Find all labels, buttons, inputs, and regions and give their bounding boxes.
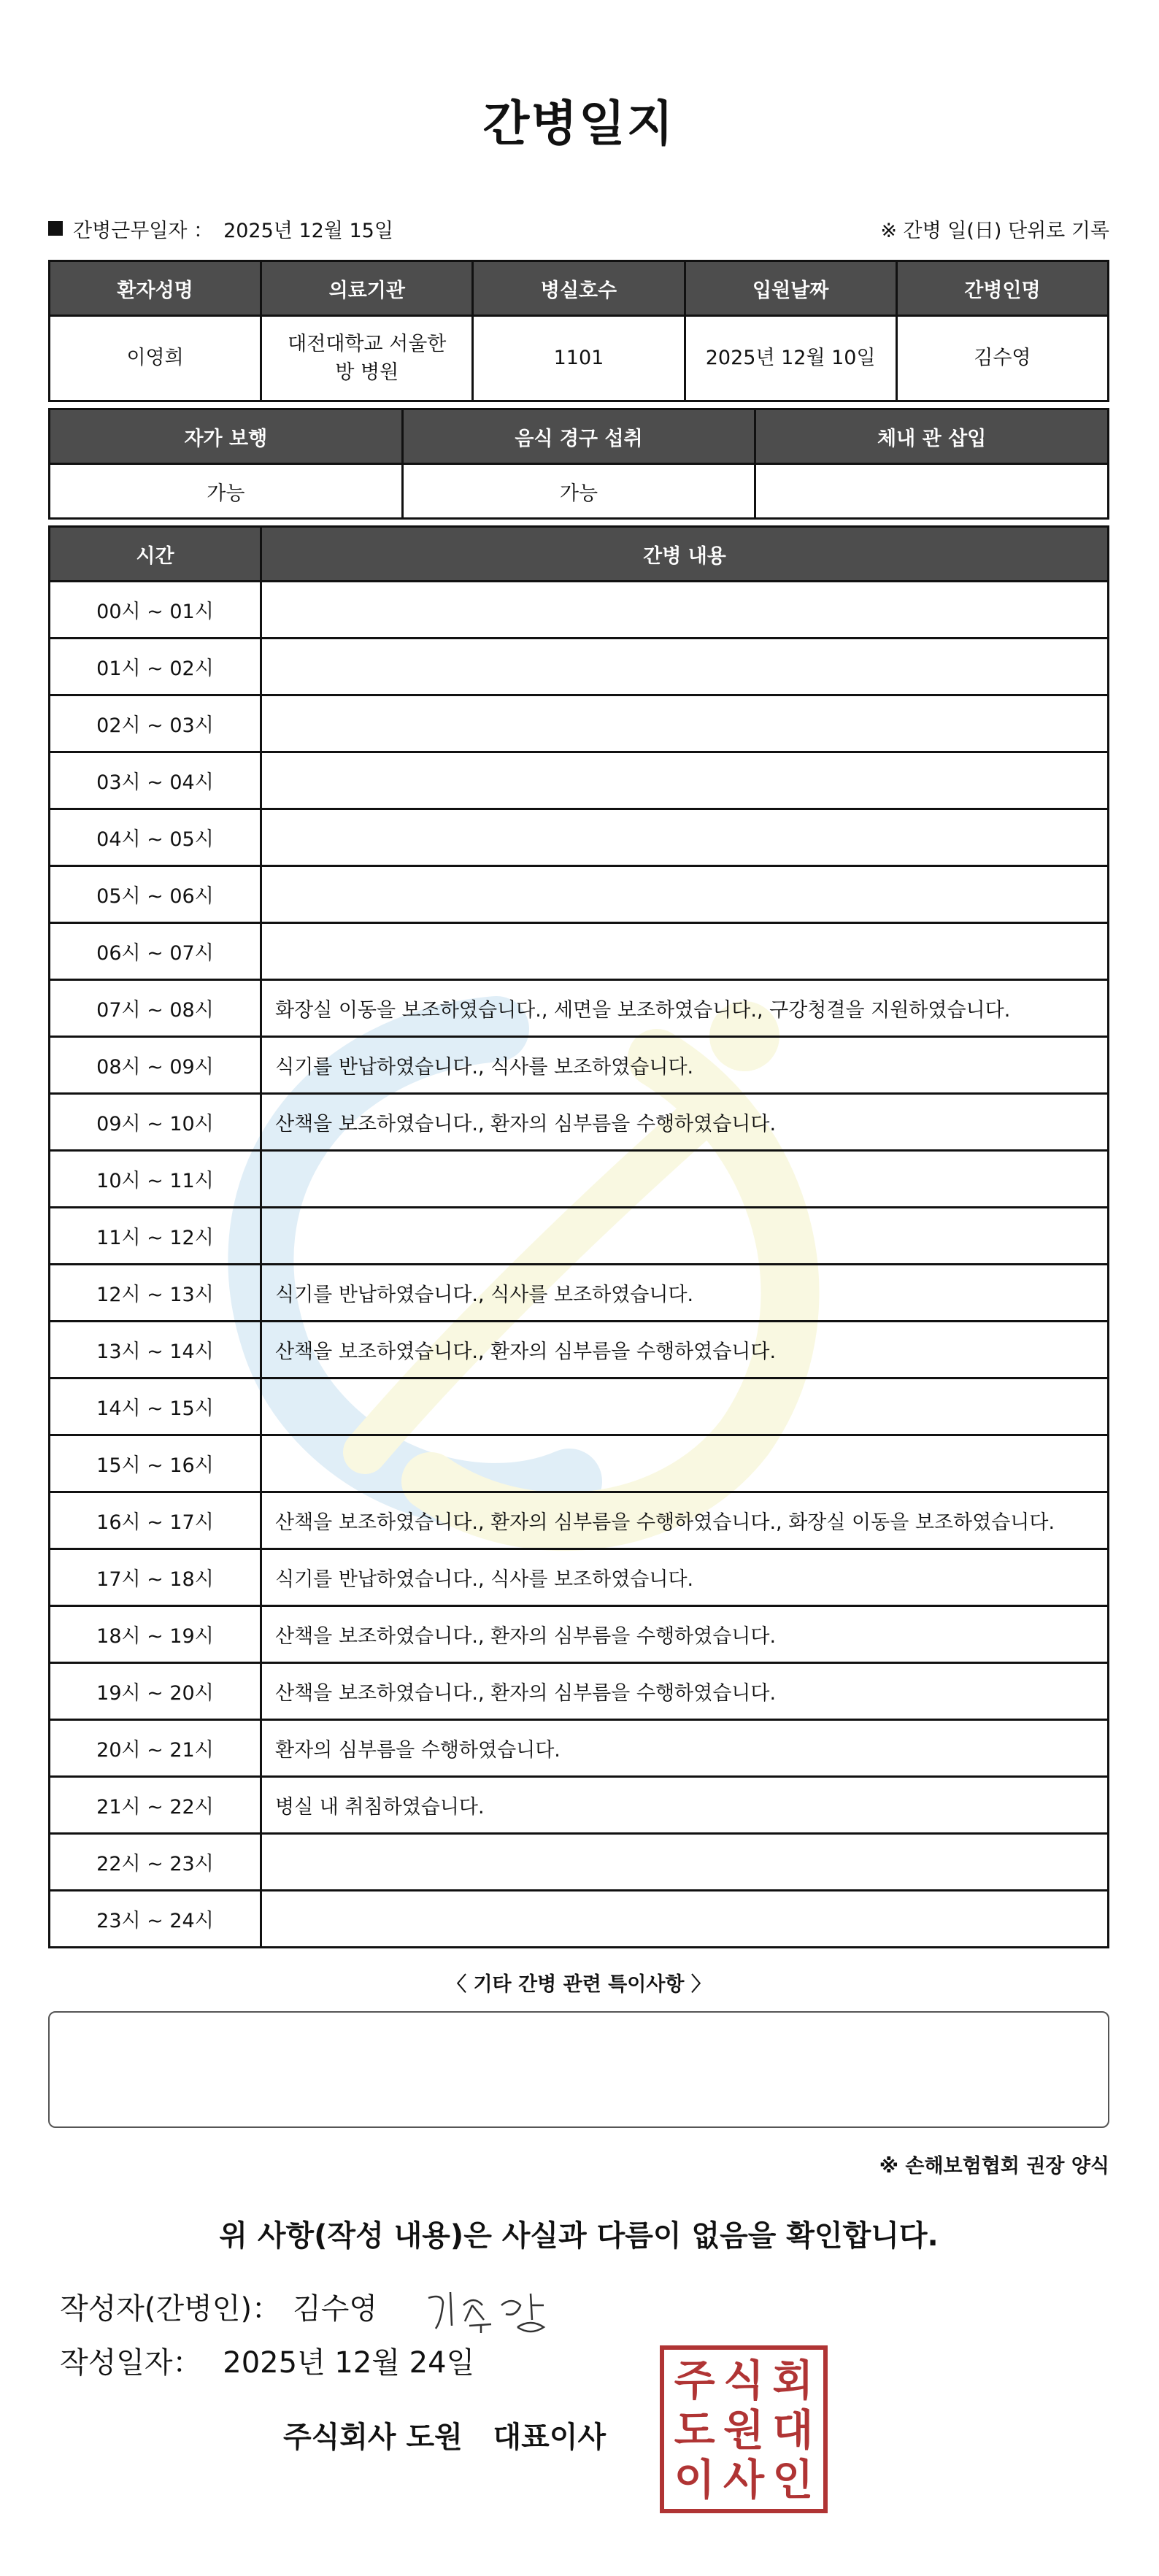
log-content — [261, 1378, 1109, 1435]
header-patient-name: 환자성명 — [50, 261, 261, 316]
table-row — [50, 1037, 1109, 1094]
log-content: 산책을 보조하였습니다., 환자의 심부름을 수행하였습니다. — [261, 1094, 1109, 1151]
log-content — [261, 1891, 1109, 1948]
log-time: 07시 ~ 08시 — [50, 980, 261, 1037]
header-walking: 자가 보행 — [50, 409, 403, 464]
walking-value: 가능 — [50, 464, 403, 519]
writer-label: 작성자(간병인)： — [60, 2292, 282, 2326]
table-row — [50, 1606, 1109, 1663]
log-time: 21시 ~ 22시 — [50, 1777, 261, 1834]
status-value-row — [50, 464, 1109, 519]
log-time: 12시 ~ 13시 — [50, 1265, 261, 1322]
care-log-page — [48, 0, 1109, 2386]
table-row — [50, 582, 1109, 639]
table-row — [50, 1549, 1109, 1606]
status-header-row — [50, 409, 1109, 464]
table-row — [50, 1322, 1109, 1378]
table-row — [50, 1208, 1109, 1265]
table-row — [50, 1720, 1109, 1777]
header-caregiver: 간병인명 — [896, 261, 1108, 316]
meta-row — [48, 210, 1109, 247]
unit-note: ※ 간병 일(日) 단위로 기록 — [880, 219, 1109, 242]
log-content — [261, 809, 1109, 866]
table-row — [50, 1435, 1109, 1492]
tube-value — [755, 464, 1109, 519]
room-number: 1101 — [473, 316, 685, 401]
log-time: 16시 ~ 17시 — [50, 1492, 261, 1549]
seal-char: 식 — [723, 2356, 764, 2405]
log-time: 03시 ~ 04시 — [50, 752, 261, 809]
log-content: 산책을 보조하였습니다., 환자의 심부름을 수행하였습니다. — [261, 1322, 1109, 1378]
table-row — [50, 1265, 1109, 1322]
header-room: 병실호수 — [473, 261, 685, 316]
table-row — [50, 1151, 1109, 1208]
square-bullet-icon — [48, 221, 63, 236]
log-content: 산책을 보조하였습니다., 환자의 심부름을 수행하였습니다. — [261, 1663, 1109, 1720]
header-time: 시간 — [50, 527, 261, 582]
header-oral-intake: 음식 경구 섭취 — [402, 409, 755, 464]
writer-name: 김수영 — [293, 2292, 377, 2326]
log-time: 20시 ~ 21시 — [50, 1720, 261, 1777]
table-row — [50, 866, 1109, 923]
confirmation-statement: 위 사항(작성 내용)은 사실과 다름이 없음을 확인합니다. — [219, 2219, 939, 2253]
table-row — [50, 1891, 1109, 1948]
admit-date: 2025년 12월 10일 — [685, 316, 896, 401]
caregiver-name: 김수영 — [896, 316, 1108, 401]
table-row — [50, 923, 1109, 980]
log-time: 17시 ~ 18시 — [50, 1549, 261, 1606]
log-content: 식기를 반납하였습니다., 식사를 보조하였습니다. — [261, 1037, 1109, 1094]
log-time: 06시 ~ 07시 — [50, 923, 261, 980]
work-date — [48, 215, 393, 243]
log-content: 산책을 보조하였습니다., 환자의 심부름을 수행하였습니다., 화장실 이동을 보조하였습니다. — [261, 1492, 1109, 1549]
table-row — [50, 809, 1109, 866]
notes-box — [48, 2011, 1109, 2128]
recommend-note: ※ 손해보험협회 권장 양식 — [879, 2155, 1109, 2178]
seal-char: 원 — [723, 2405, 764, 2455]
patient-info-header-row — [50, 261, 1109, 316]
seal-char: 회 — [772, 2356, 814, 2405]
log-time: 22시 ~ 23시 — [50, 1834, 261, 1891]
log-time: 10시 ~ 11시 — [50, 1151, 261, 1208]
log-content — [261, 639, 1109, 695]
log-content — [261, 1151, 1109, 1208]
log-content — [261, 752, 1109, 809]
table-row — [50, 1492, 1109, 1549]
care-log-table — [48, 525, 1109, 1948]
company-seal — [660, 2345, 828, 2513]
seal-char: 도 — [674, 2405, 715, 2455]
table-row — [50, 980, 1109, 1037]
seal-char: 사 — [723, 2455, 764, 2504]
hospital-name — [261, 316, 473, 401]
log-time: 19시 ~ 20시 — [50, 1663, 261, 1720]
seal-char: 대 — [772, 2405, 814, 2455]
patient-info-value-row — [50, 316, 1109, 401]
header-tube: 체내 관 삽입 — [755, 409, 1109, 464]
log-content: 산책을 보조하였습니다., 환자의 심부름을 수행하였습니다. — [261, 1606, 1109, 1663]
log-header-row — [50, 527, 1109, 582]
log-content — [261, 582, 1109, 639]
log-time: 01시 ~ 02시 — [50, 639, 261, 695]
log-content: 환자의 심부름을 수행하였습니다. — [261, 1720, 1109, 1777]
log-content: 병실 내 취침하였습니다. — [261, 1777, 1109, 1834]
patient-name: 이영희 — [50, 316, 261, 401]
table-row — [50, 695, 1109, 752]
table-row — [50, 1378, 1109, 1435]
written-date-label: 작성일자： — [60, 2346, 202, 2380]
header-hospital: 의료기관 — [261, 261, 473, 316]
handwritten-signature — [421, 2283, 560, 2334]
log-content — [261, 1435, 1109, 1492]
log-time: 11시 ~ 12시 — [50, 1208, 261, 1265]
page-title: 간병일지 — [482, 96, 675, 152]
table-row — [50, 1834, 1109, 1891]
log-content — [261, 923, 1109, 980]
seal-char: 이 — [674, 2455, 715, 2504]
table-row — [50, 639, 1109, 695]
log-time: 15시 ~ 16시 — [50, 1435, 261, 1492]
log-content — [261, 866, 1109, 923]
log-time: 09시 ~ 10시 — [50, 1094, 261, 1151]
log-content — [261, 695, 1109, 752]
log-time: 23시 ~ 24시 — [50, 1891, 261, 1948]
log-time: 08시 ~ 09시 — [50, 1037, 261, 1094]
table-row — [50, 1094, 1109, 1151]
written-date-value: 2025년 12월 24일 — [223, 2346, 475, 2380]
patient-status-table — [48, 408, 1109, 520]
log-content: 화장실 이동을 보조하였습니다., 세면을 보조하였습니다., 구강청결을 지원하였습니다. — [261, 980, 1109, 1037]
header-care-content: 간병 내용 — [261, 527, 1109, 582]
log-content — [261, 1208, 1109, 1265]
seal-char: 주 — [674, 2356, 715, 2405]
seal-char: 인 — [772, 2455, 814, 2504]
oral-intake-value: 가능 — [402, 464, 755, 519]
log-body — [50, 582, 1109, 1948]
header-admit-date: 입원날짜 — [685, 261, 896, 316]
seal-characters — [670, 2356, 817, 2503]
table-row — [50, 1777, 1109, 1834]
log-content — [261, 1834, 1109, 1891]
patient-info-table — [48, 260, 1109, 402]
log-content: 식기를 반납하였습니다., 식사를 보조하였습니다. — [261, 1549, 1109, 1606]
log-content: 식기를 반납하였습니다., 식사를 보조하였습니다. — [261, 1265, 1109, 1322]
log-time: 18시 ~ 19시 — [50, 1606, 261, 1663]
log-time: 04시 ~ 05시 — [50, 809, 261, 866]
company-representative: 주식회사 도원 대표이사 — [283, 2421, 607, 2454]
log-time: 02시 ~ 03시 — [50, 695, 261, 752]
written-date-line — [60, 2340, 1109, 2386]
log-time: 14시 ~ 15시 — [50, 1378, 261, 1435]
work-date-label: 간병근무일자 ： — [73, 219, 214, 242]
writer-line — [60, 2286, 1109, 2332]
hospital-name-text: 대전대학교 서울한방 병원 — [288, 332, 447, 384]
log-time: 05시 ~ 06시 — [50, 866, 261, 923]
table-row — [50, 1663, 1109, 1720]
notes-heading: 〈 기타 간병 관련 특이사항 〉 — [447, 1973, 711, 1996]
table-row — [50, 752, 1109, 809]
log-time: 00시 ~ 01시 — [50, 582, 261, 639]
work-date-value: 2025년 12월 15일 — [223, 219, 393, 242]
log-time: 13시 ~ 14시 — [50, 1322, 261, 1378]
